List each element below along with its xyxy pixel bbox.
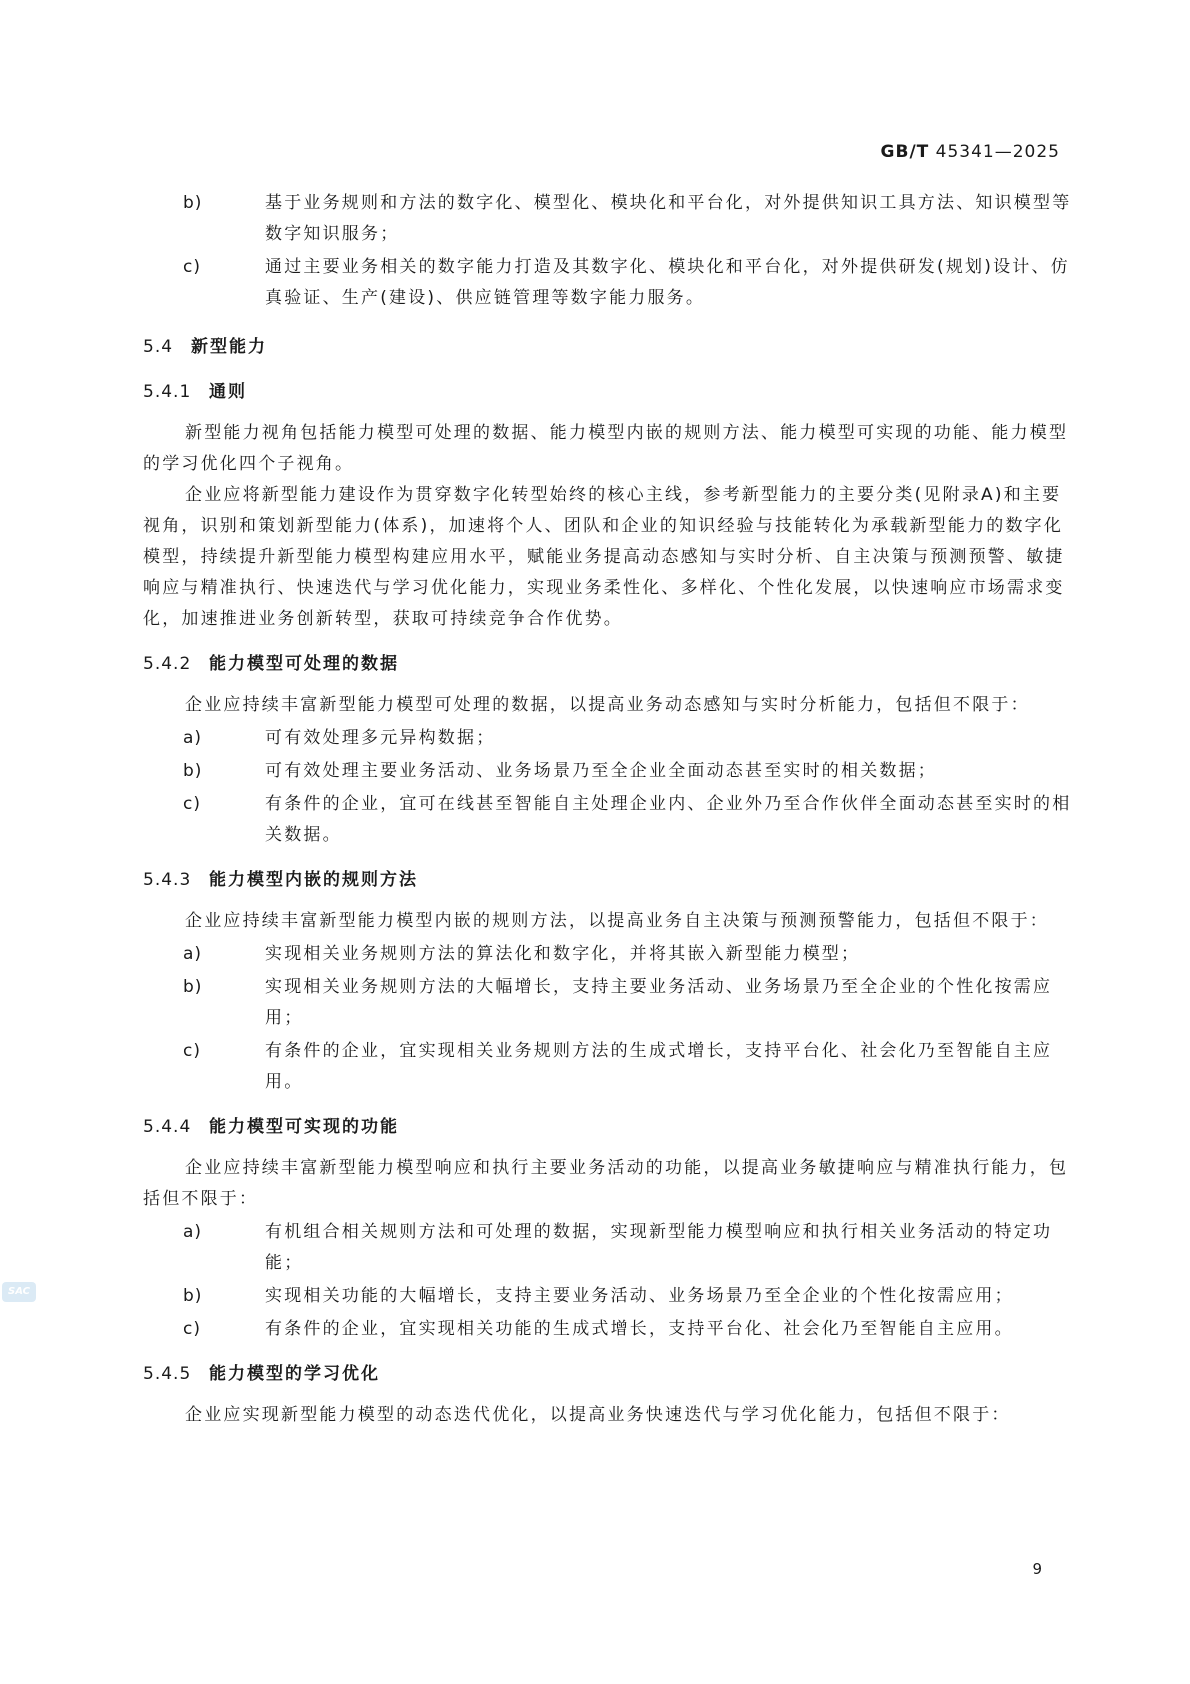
page-number: 9 — [1032, 1560, 1042, 1578]
list-marker: b) — [183, 193, 203, 213]
main-content — [143, 186, 1073, 1431]
list-item — [183, 1036, 1073, 1098]
list-marker: a) — [183, 1222, 203, 1242]
paragraph: 企业应持续丰富新型能力模型内嵌的规则方法，以提高业务自主决策与预测预警能力，包括但不限于： — [185, 911, 1049, 931]
list-item — [183, 1281, 1073, 1312]
list-text: 有条件的企业，宜实现相关功能的生成式增长，支持平台化、社会化乃至智能自主应用。 — [265, 1319, 1014, 1339]
list-item — [183, 1314, 1073, 1345]
section-heading — [143, 1359, 1073, 1390]
list-marker: b) — [183, 761, 203, 781]
list-item — [183, 756, 1073, 787]
section-heading — [143, 377, 1073, 408]
section-number: 5.4.2 — [143, 654, 192, 674]
list-item — [183, 1217, 1073, 1279]
list-text: 实现相关业务规则方法的大幅增长，支持主要业务活动、业务场景乃至全企业的个性化按需应用； — [265, 977, 1053, 1028]
section-number: 5.4 — [143, 337, 174, 357]
paragraph: 企业应实现新型能力模型的动态迭代优化，以提高业务快速迭代与学习优化能力，包括但不限于： — [185, 1405, 1011, 1425]
sac-watermark-logo: SAC — [2, 1282, 36, 1302]
list-item — [183, 972, 1073, 1034]
section-heading — [143, 1112, 1073, 1143]
list-item — [183, 188, 1073, 250]
list-item — [183, 252, 1073, 314]
list-text: 可有效处理多元异构数据； — [265, 728, 496, 748]
section-title: 通则 — [209, 382, 247, 402]
section-title: 能力模型可实现的功能 — [209, 1117, 399, 1137]
section-heading — [143, 332, 1073, 363]
standard-number — [881, 142, 1060, 162]
paragraph: 新型能力视角包括能力模型可处理的数据、能力模型内嵌的规则方法、能力模型可实现的功能、能力模型的学习优化四个子视角。 — [143, 423, 1069, 474]
section-number: 5.4.5 — [143, 1364, 192, 1384]
list-text: 基于业务规则和方法的数字化、模型化、模块化和平台化，对外提供知识工具方法、知识模型等数字知识服务； — [265, 193, 1072, 244]
standard-prefix: GB/T — [880, 142, 930, 162]
paragraph: 企业应持续丰富新型能力模型响应和执行主要业务活动的功能，以提高业务敏捷响应与精准执行能力，包括但不限于： — [143, 1158, 1069, 1209]
list-marker: c) — [183, 1041, 201, 1061]
section-number: 5.4.3 — [143, 870, 192, 890]
list-text: 实现相关业务规则方法的算法化和数字化，并将其嵌入新型能力模型； — [265, 944, 861, 964]
section-heading — [143, 649, 1073, 680]
list-marker: c) — [183, 1319, 201, 1339]
section-number: 5.4.4 — [143, 1117, 192, 1137]
paragraph: 企业应持续丰富新型能力模型可处理的数据，以提高业务动态感知与实时分析能力，包括但不限于： — [185, 695, 1030, 715]
list-marker: a) — [183, 728, 203, 748]
section-number: 5.4.1 — [143, 382, 192, 402]
list-marker: c) — [183, 257, 201, 277]
list-item — [183, 723, 1073, 754]
paragraph: 企业应将新型能力建设作为贯穿数字化转型始终的核心主线，参考新型能力的主要分类(见附录A)和主要视角，识别和策划新型能力(体系)，加速将个人、团队和企业的知识经验与技能转化为承载新型能力的数字化模型，持续提升新型能力模型构建应用水平，赋能业务提高动态感知与实时分析、自主决策与预测预警、敏捷响应与精准执行、快速迭代与学习优化能力，实现业务柔性化、多样化、个性化发展，以快速响应市场需求变化，加速推进业务创新转型，获取可持续竞争合作优势。 — [143, 485, 1065, 629]
section-title: 能力模型的学习优化 — [209, 1364, 380, 1384]
list-text: 通过主要业务相关的数字能力打造及其数字化、模块化和平台化，对外提供研发(规划)设计、仿真验证、生产(建设)、供应链管理等数字能力服务。 — [265, 257, 1070, 308]
list-marker: b) — [183, 977, 203, 997]
list-marker: c) — [183, 794, 201, 814]
section-title: 能力模型内嵌的规则方法 — [209, 870, 418, 890]
list-marker: b) — [183, 1286, 203, 1306]
section-title: 新型能力 — [191, 337, 267, 357]
standard-code: 45341—2025 — [935, 142, 1060, 162]
list-text: 有条件的企业，宜实现相关业务规则方法的生成式增长，支持平台化、社会化乃至智能自主应用。 — [265, 1041, 1053, 1092]
list-text: 有机组合相关规则方法和可处理的数据，实现新型能力模型响应和执行相关业务活动的特定功能； — [265, 1222, 1053, 1273]
section-title: 能力模型可处理的数据 — [209, 654, 399, 674]
list-text: 可有效处理主要业务活动、业务场景乃至全企业全面动态甚至实时的相关数据； — [265, 761, 937, 781]
list-marker: a) — [183, 944, 203, 964]
list-text: 实现相关功能的大幅增长，支持主要业务活动、业务场景乃至全企业的个性化按需应用； — [265, 1286, 1014, 1306]
list-item — [183, 939, 1073, 970]
list-item — [183, 789, 1073, 851]
section-heading — [143, 865, 1073, 896]
list-text: 有条件的企业，宜可在线甚至智能自主处理企业内、企业外乃至合作伙伴全面动态甚至实时的相关数据。 — [265, 794, 1072, 845]
